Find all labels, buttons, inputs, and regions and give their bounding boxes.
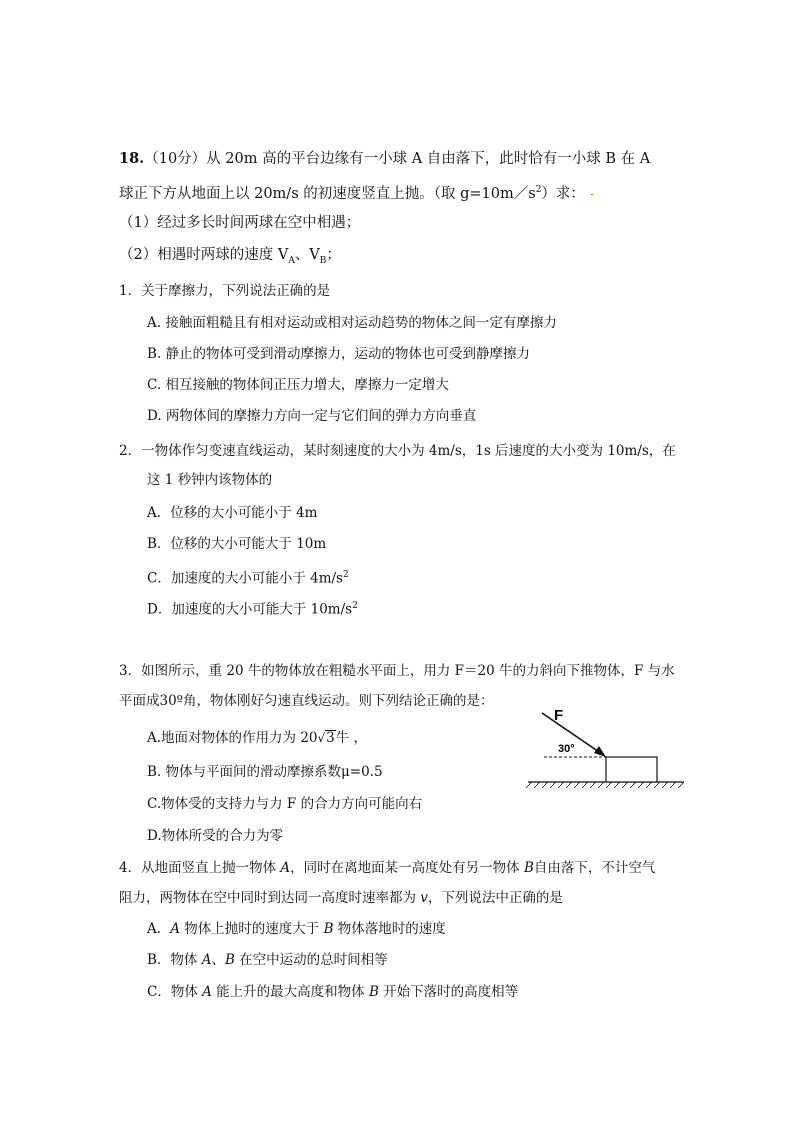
q1-option-a: A. 接触面粗糙且有相对运动或相对运动趋势的物体之间一定有摩擦力: [147, 315, 557, 331]
q3-stem-line1: 3．如图所示，重 20 牛的物体放在粗糙水平面上，用力 F＝20 牛的力斜向下推物体，F 与水: [119, 663, 675, 679]
q4-option-a: A．A 物体上抛时的速度大于 B 物体落地时的速度: [147, 921, 446, 937]
q2-option-c: C．加速度的大小可能小于 $4m/s^2$: [147, 570, 349, 587]
q3-stem-line2: 平面成30º角，物体刚好匀速直线运动。则下列结论正确的是：: [119, 693, 494, 709]
q18-number: 18.: [119, 150, 145, 167]
q4-option-c: C．物体 A 能上升的最大高度和物体 B 开始下落时的高度相等: [147, 984, 519, 1000]
q18-line1: 18.（10分）从 20m 高的平台边缘有一小球 A 自由落下，此时恰有一小球 B 在 A: [119, 150, 651, 167]
q4-option-b: B．物体 A、B 在空中运动的总时间相等: [147, 952, 388, 968]
q1-option-c: C. 相互接触的物体间正压力增大，摩擦力一定增大: [147, 377, 449, 393]
q2-option-b: B．位移的大小可能大于 10m: [147, 536, 327, 552]
q2-stem-line1: 2．一物体作匀变速直线运动，某时刻速度的大小为 4m/s，1s 后速度的大小变为 10m/s，在: [119, 443, 676, 459]
q4-stem-line1: 4．从地面竖直上抛一物体 A，同时在离地面某一高度处有另一物体 B自由落下，不计空气: [119, 860, 656, 876]
q3-option-c: C.物体受的支持力与力 F 的合力方向可能向右: [147, 796, 423, 812]
q1-option-b: B. 静止的物体可受到滑动摩擦力，运动的物体也可受到静摩擦力: [147, 346, 531, 362]
q2-option-a: A．位移的大小可能小于 4m: [147, 505, 318, 521]
arrowhead-icon: [594, 746, 606, 757]
q1-stem: 1．关于摩擦力，下列说法正确的是: [119, 283, 331, 299]
q4-stem-line2: 阻力，两物体在空中同时到达同一高度时速率都为 v，下列说法中正确的是: [119, 890, 563, 906]
q2-option-d: D．加速度的大小可能大于 $10m/s^2$: [147, 601, 358, 618]
q1-option-d: D. 两物体间的摩擦力方向一定与它们间的弹力方向垂直: [147, 408, 477, 424]
angle-label: 30°: [558, 743, 575, 755]
q2-stem-line2: 这 1 秒钟内该物体的: [147, 472, 273, 488]
force-diagram: [524, 700, 688, 792]
q18-line2: 球正下方从地面上以 20m/s 的初速度竖直上抛。（取 $g=10m/s^2$）求： -: [119, 185, 594, 202]
q3-option-d: D.物体所受的合力为零: [147, 828, 284, 844]
ground-hatching: [526, 782, 684, 788]
q18-part1: （1）经过多长时间两球在空中相遇；: [119, 215, 361, 231]
q3-option-b: B. 物体与平面间的滑动摩擦系数μ=0.5: [147, 764, 383, 780]
force-label: F: [554, 707, 564, 724]
edit-mark: -: [589, 186, 594, 201]
q18-part2: （2）相遇时两球的速度 $V_A$、$V_B$；: [119, 247, 341, 266]
q3-option-a: A.地面对物体的作用力为 20√3牛 ，: [147, 730, 368, 746]
block: [606, 757, 657, 782]
